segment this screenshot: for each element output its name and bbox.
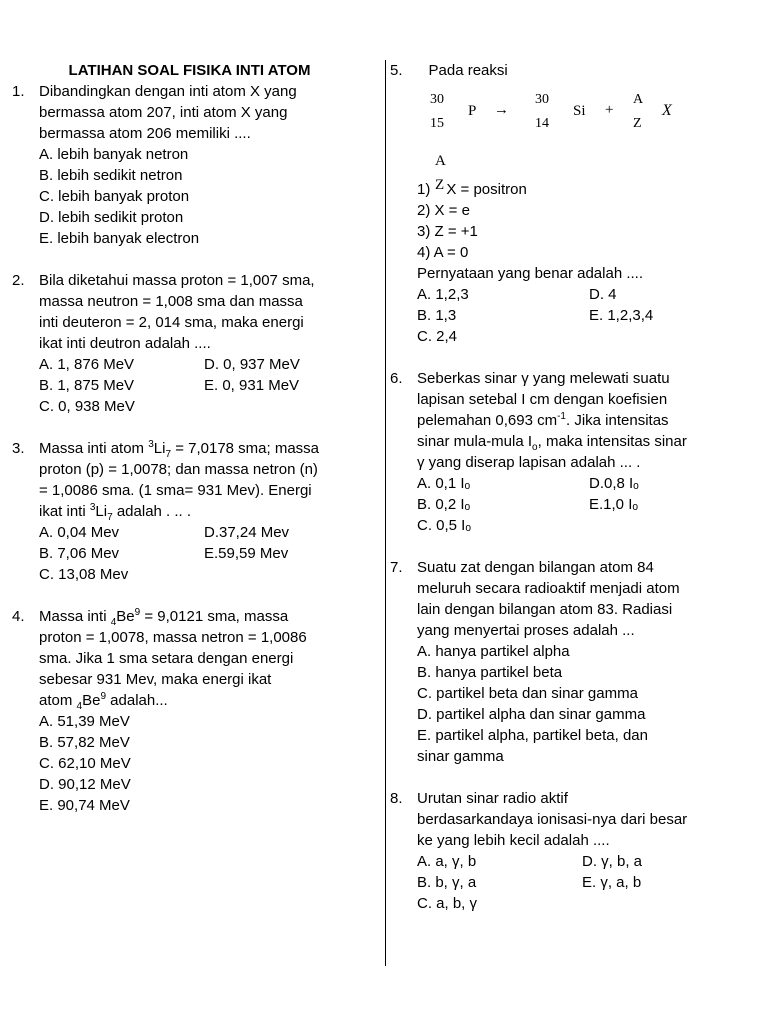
- option-c: C. a, b, γ: [417, 895, 478, 912]
- option-b: B. b, γ, a: [417, 874, 477, 891]
- text-line: sinar mula-mula $I_o$, maka intensitas sinar: [417, 433, 687, 453]
- x-symbol: X: [662, 102, 672, 119]
- option-b: B. 57,82 MeV: [39, 734, 130, 751]
- statement-3: 3) Z = +1: [417, 223, 478, 240]
- text-line: proton = 1,0078, massa netron = 1,0086: [39, 629, 307, 646]
- option-d: D.37,24 Mev: [204, 524, 290, 541]
- option-d: D. lebih sedikit proton: [39, 209, 184, 226]
- question-4: [12, 606, 372, 816]
- question-number: 2.: [12, 272, 25, 289]
- option-b: B. 1, 875 MeV: [39, 377, 135, 394]
- plus-sign: +: [605, 102, 614, 118]
- option-a: A. 1, 876 MeV: [39, 356, 135, 373]
- x-atomic-number: Z: [633, 116, 642, 131]
- option-b: B. lebih sedikit netron: [39, 167, 183, 184]
- question-text: Pada reaksi: [428, 62, 508, 79]
- reaction-arrow: →: [494, 102, 509, 118]
- option-a: A. a, γ, b: [417, 853, 477, 870]
- text-line: lapisan setebal I cm dengan koefisien: [417, 391, 668, 408]
- option-c: C. lebih banyak proton: [39, 188, 190, 205]
- question-5: [390, 60, 750, 347]
- question-number: 6.: [390, 370, 403, 387]
- option-e: E. lebih banyak electron: [39, 230, 200, 247]
- si-symbol: Si: [573, 103, 586, 119]
- column-divider: [385, 60, 386, 966]
- option-c: C. partikel beta dan sinar gamma: [417, 685, 638, 702]
- question-number: 8.: [390, 790, 403, 807]
- text-line: Seberkas sinar γ yang melewati suatu: [417, 370, 670, 387]
- text-line: Suatu zat dengan bilangan atom 84: [417, 559, 654, 576]
- option-a: A. hanya partikel alpha: [417, 643, 570, 660]
- text-line: lain dengan bilangan atom 83. Radiasi: [417, 601, 673, 618]
- question-number: 3.: [12, 440, 25, 457]
- question-1: [12, 81, 372, 249]
- p-symbol: P: [468, 103, 477, 119]
- page-title: LATIHAN SOAL FISIKA INTI ATOM: [68, 62, 311, 79]
- option-d: D. partikel alpha dan sinar gamma: [417, 706, 646, 723]
- text-line: pelemahan 0,693 $cm^{-1}$. Jika intensitas: [417, 411, 669, 429]
- question-6: [390, 368, 750, 536]
- option-a: A. 1,2,3: [417, 286, 469, 303]
- option-c: C. 62,10 MeV: [39, 755, 131, 772]
- option-e: E.1,0 Iₒ: [589, 496, 639, 513]
- option-b: B. 0,2 Iₒ: [417, 496, 471, 513]
- text-line: γ yang diserap lapisan adalah ... .: [417, 454, 641, 471]
- option-a: A. lebih banyak netron: [39, 146, 189, 163]
- text-line: Massa inti atom $^3Li_7 = 7,0178$ sma; massa: [39, 439, 320, 460]
- x-mass-number: A: [633, 92, 644, 107]
- option-b: B. 1,3: [417, 307, 457, 324]
- option-b: B. hanya partikel beta: [417, 664, 563, 681]
- statement-1-notation: [390, 149, 750, 195]
- nuclear-reaction-equation: [390, 85, 750, 149]
- option-e-continued: sinar gamma: [417, 748, 504, 765]
- text-line: atom $_4Be^9$ adalah...: [39, 691, 168, 712]
- option-e: E.59,59 Mev: [204, 545, 289, 562]
- question-number: 1.: [12, 83, 25, 100]
- right-column: [390, 60, 750, 914]
- left-column: [12, 60, 372, 816]
- option-a: A. 0,04 Mev: [39, 524, 120, 541]
- text-line: ikat inti deutron adalah ....: [39, 335, 211, 352]
- si-mass-number: 30: [535, 92, 549, 107]
- a-symbol: A: [435, 153, 446, 169]
- option-a: A. 0,1 Iₒ: [417, 475, 471, 492]
- option-c: C. 2,4: [417, 328, 458, 345]
- text-line: Dibandingkan dengan inti atom X yang: [39, 83, 297, 100]
- text-line: proton (p) = 1,0078; dan massa netron (n): [39, 461, 318, 478]
- text-line: massa neutron = 1,008 sma dan massa: [39, 293, 303, 310]
- text-line: ikat inti $^3Li_7$ adalah . .. .: [39, 502, 192, 523]
- z-symbol: Z: [435, 177, 445, 193]
- si-atomic-number: 14: [535, 116, 549, 131]
- question-3: [12, 438, 372, 585]
- question-number: 4.: [12, 608, 25, 625]
- option-d: D. 90,12 MeV: [39, 776, 131, 793]
- text-line: sebesar 931 Mev, maka energi ikat: [39, 671, 272, 688]
- option-d: D.0,8 Iₒ: [589, 475, 639, 492]
- statement-1: 1) X = positron: [417, 181, 527, 198]
- question-text: [39, 81, 372, 144]
- text-line: bermassa atom 207, inti atom X yang: [39, 104, 288, 121]
- text-line: inti deuteron = 2, 014 sma, maka energi: [39, 314, 304, 331]
- statement-4: 4) A = 0: [417, 244, 469, 261]
- statement-2: 2) X = e: [417, 202, 470, 219]
- option-d: D. 4: [589, 286, 617, 303]
- text-line: berdasarkandaya ionisasi-nya dari besar: [417, 811, 688, 828]
- option-d: D. 0, 937 MeV: [204, 356, 300, 373]
- option-a: A. 51,39 MeV: [39, 713, 130, 730]
- text-line: Massa inti $_4Be^9 = 9,0121$ sma, massa: [39, 607, 289, 628]
- option-e: E. 1,2,3,4: [589, 307, 654, 324]
- p-mass-number: 30: [430, 92, 444, 107]
- option-c: C. 0, 938 MeV: [39, 398, 135, 415]
- option-c: C. 0,5 Iₒ: [417, 517, 472, 534]
- question-number: 5.: [390, 62, 403, 79]
- text-line: sma. Jika 1 sma setara dengan energi: [39, 650, 294, 667]
- text-line: Bila diketahui massa proton = 1,007 sma,: [39, 272, 315, 289]
- question-prompt: Pernyataan yang benar adalah ....: [417, 265, 643, 282]
- option-e: E. 90,74 MeV: [39, 797, 130, 814]
- option-c: C. 13,08 Mev: [39, 566, 129, 583]
- text-line: Urutan sinar radio aktif: [417, 790, 568, 807]
- text-line: = 1,0086 sma. (1 sma= 931 Mev). Energi: [39, 482, 312, 499]
- question-2: [12, 270, 372, 417]
- option-e: E. γ, a, b: [582, 874, 642, 891]
- text-line: yang menyertai proses adalah ...: [417, 622, 635, 639]
- question-7: [390, 557, 750, 767]
- question-8: [390, 788, 750, 914]
- question-number: 7.: [390, 559, 403, 576]
- option-e: E. 0, 931 MeV: [204, 377, 300, 394]
- text-line: bermassa atom 206 memiliki ....: [39, 125, 251, 142]
- option-d: D. γ, b, a: [582, 853, 643, 870]
- text-line: meluruh secara radioaktif menjadi atom: [417, 580, 680, 597]
- option-b: B. 7,06 Mev: [39, 545, 120, 562]
- text-line: ke yang lebih kecil adalah ....: [417, 832, 610, 849]
- option-e: E. partikel alpha, partikel beta, dan: [417, 727, 648, 744]
- p-atomic-number: 15: [430, 116, 444, 131]
